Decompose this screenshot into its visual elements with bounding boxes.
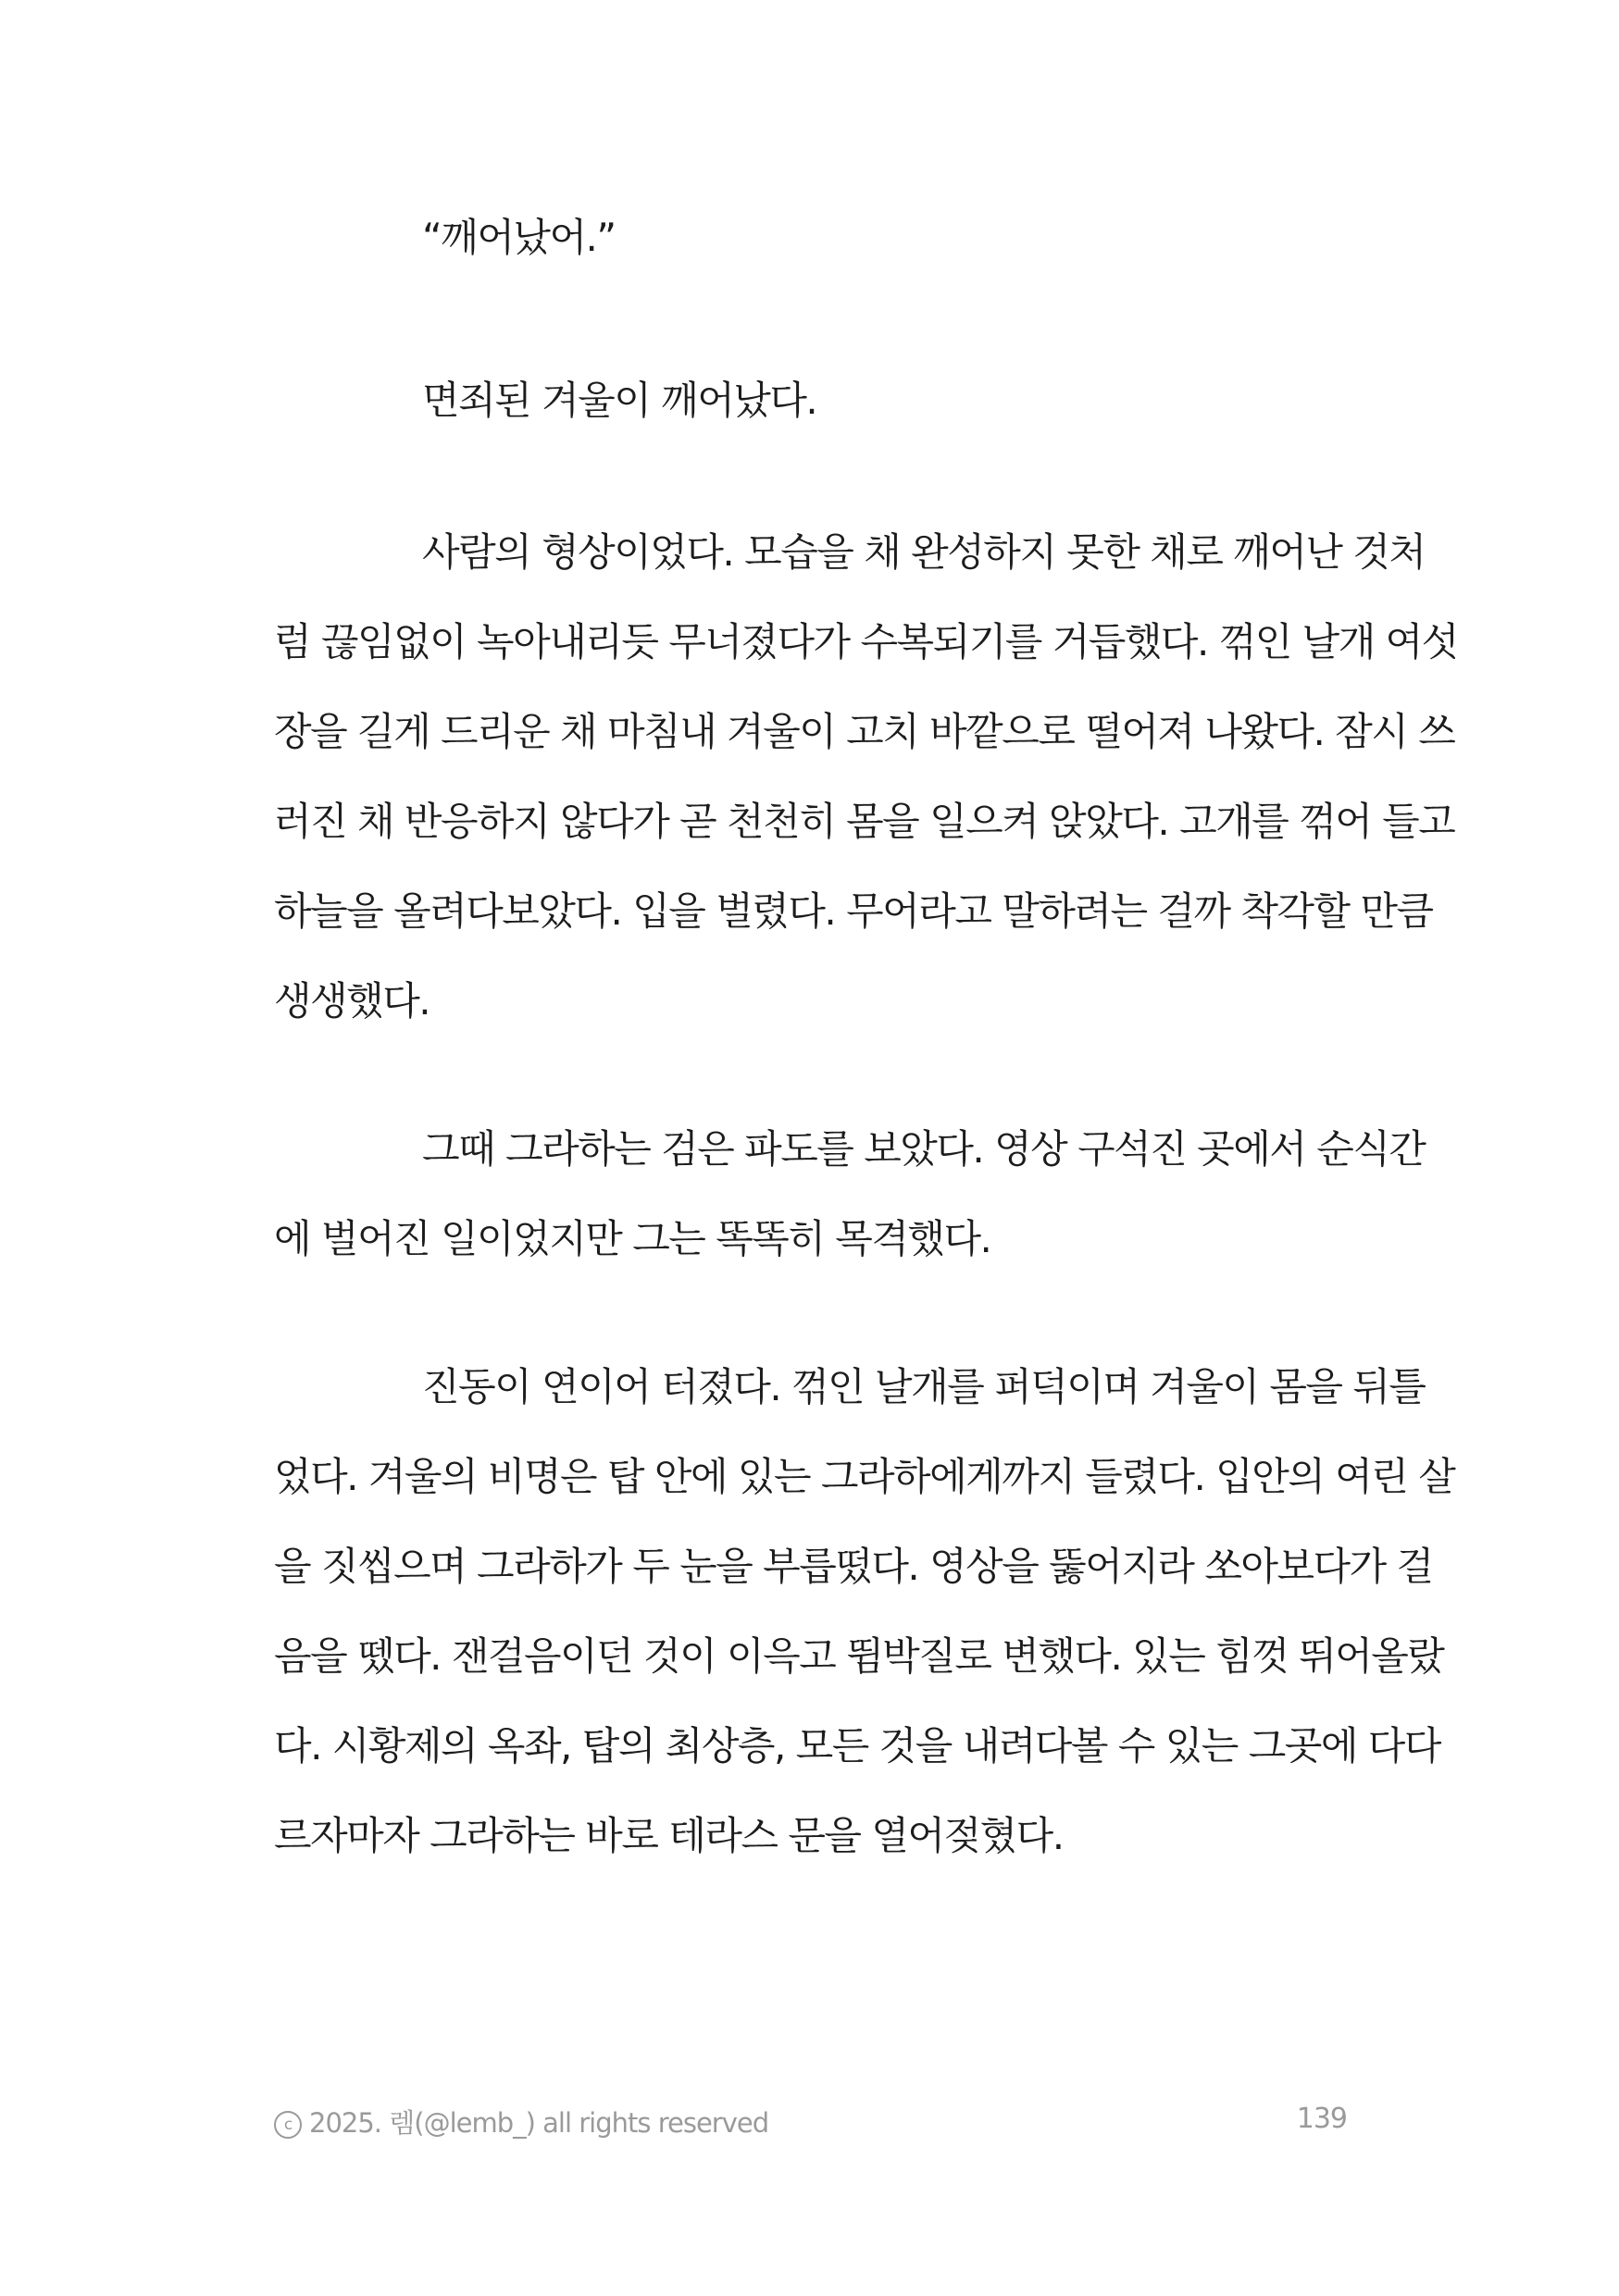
copyright-notice xyxy=(274,2103,768,2141)
paragraph-line: 르자마자 그라하는 바로 테라스 문을 열어젖혔다. xyxy=(274,1813,1064,1858)
paragraph-line: 하늘을 올려다보았다. 입을 벌렸다. 무어라고 말하려는 걸까 착각할 만큼 xyxy=(274,888,1433,934)
paragraph-line: 을 짓씹으며 그라하가 두 눈을 부릅떴다. 영상을 뚫어지라 쏘아보다가 걸 xyxy=(274,1544,1433,1589)
paragraph-line: 진동이 연이어 터졌다. 꺾인 날개를 퍼덕이며 겨울이 몸을 뒤틀 xyxy=(422,1364,1426,1409)
paragraph-line: 장을 길게 드리운 채 마침내 겨울이 고치 바깥으로 떨어져 나왔다. 잠시 쓰 xyxy=(274,709,1455,754)
paragraph-line: 에 벌어진 일이었지만 그는 똑똑히 목격했다. xyxy=(274,1216,991,1261)
dialogue-line: “깨어났어.” xyxy=(422,215,616,260)
paragraph-line: 그때 그라하는 검은 파도를 보았다. 영상 구석진 곳에서 순식간 xyxy=(422,1126,1426,1172)
page-number: 139 xyxy=(1296,2103,1347,2135)
paragraph-1 xyxy=(274,507,1458,1046)
paragraph-line: 러진 채 반응하지 않다가 곧 천천히 몸을 일으켜 앉았다. 고개를 꺾어 들고 xyxy=(274,799,1455,844)
statement-line: 면죄된 겨울이 깨어났다. xyxy=(422,378,817,423)
paragraph-line: 사람의 형상이었다. 모습을 채 완성하지 못한 채로 깨어난 것처 xyxy=(422,529,1426,575)
copyright-icon: c xyxy=(274,2111,302,2139)
paragraph-line: 었다. 겨울의 비명은 탑 안에 있는 그라하에게까지 들렸다. 입안의 여린 살 xyxy=(274,1454,1455,1499)
paragraph-line: 음을 뗐다. 잰걸음이던 것이 이윽고 뜀박질로 변했다. 있는 힘껏 뛰어올랐 xyxy=(274,1633,1444,1679)
paragraph-3 xyxy=(274,1342,1455,1880)
paragraph-line: 럼 끊임없이 녹아내리듯 무너졌다가 수복되기를 거듭했다. 꺾인 날개 여섯 xyxy=(274,619,1458,664)
paragraph-2 xyxy=(274,1104,1426,1284)
paragraph-line: 생생했다. xyxy=(274,978,430,1024)
paragraph-line: 다. 시황제의 옥좌, 탑의 최상층, 모든 것을 내려다볼 수 있는 그곳에 다다 xyxy=(274,1723,1440,1769)
copyright-text: 2025. 렘(@lemb_) all rights reserved xyxy=(309,2107,769,2139)
